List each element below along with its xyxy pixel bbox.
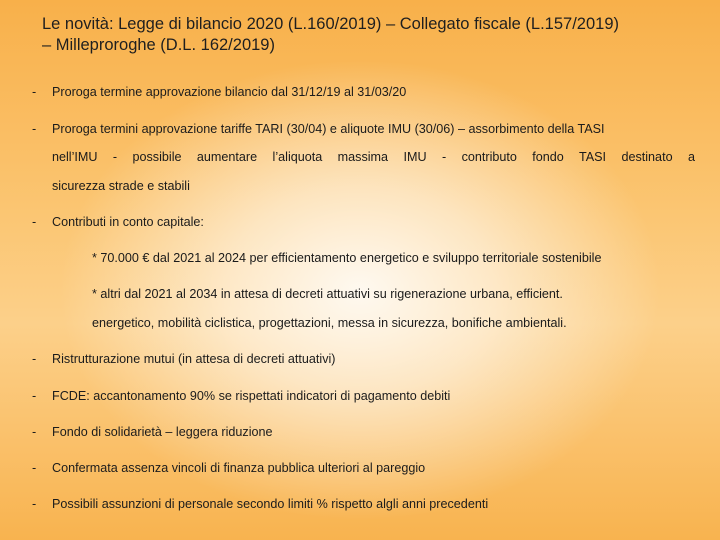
bullet-dash: - bbox=[32, 215, 37, 229]
bullet-dash: - bbox=[32, 461, 37, 475]
bullet-dash: - bbox=[32, 352, 37, 366]
bullet-text: Contributi in conto capitale: bbox=[52, 215, 204, 229]
slide-title-line-2: – Milleproroghe (D.L. 162/2019) bbox=[42, 36, 275, 54]
bullet-text: Possibili assunzioni di personale secondo limiti % rispetto algli anni precedenti bbox=[52, 497, 489, 511]
slide-title-line-1: Le novità: Legge di bilancio 2020 (L.160/2019) – Collegato fiscale (L.157/2019) bbox=[42, 15, 619, 33]
bullet-dash: - bbox=[32, 425, 37, 439]
bullet-proroga-bilancio bbox=[32, 85, 698, 100]
bullet-text-line-3: sicurezza strade e stabili bbox=[52, 179, 190, 193]
bullet-text-line-2: nell’IMU - possibile aumentare l’aliquota massima IMU - contributo fondo TASI destinato a bbox=[52, 150, 695, 164]
sub-item-altri-line-2: energetico, mobilità ciclistica, progettazioni, messa in sicurezza, bonifiche ambientali. bbox=[92, 316, 567, 330]
bullet-dash: - bbox=[32, 497, 37, 511]
slide-title bbox=[42, 14, 702, 56]
bullet-dash: - bbox=[32, 122, 37, 136]
bullet-proroga-tariffe bbox=[32, 122, 698, 137]
bullet-text: FCDE: accantonamento 90% se rispettati indicatori di pagamento debiti bbox=[52, 389, 451, 403]
bullet-text: Proroga termine approvazione bilancio dal 31/12/19 al 31/03/20 bbox=[52, 85, 407, 99]
bullet-dash: - bbox=[32, 389, 37, 403]
bullet-vincoli bbox=[32, 461, 698, 476]
bullet-text: Fondo di solidarietà – leggera riduzione bbox=[52, 425, 273, 439]
bullet-fondo-solidarieta bbox=[32, 425, 698, 440]
bullet-assunzioni bbox=[32, 497, 698, 512]
bullet-text: Ristrutturazione mutui (in attesa di decreti attuativi) bbox=[52, 352, 336, 366]
sub-item-altri-line-1: * altri dal 2021 al 2034 in attesa di decreti attuativi su rigenerazione urbana, efficient. bbox=[92, 287, 563, 301]
bullet-fcde bbox=[32, 389, 698, 404]
bullet-dash: - bbox=[32, 85, 37, 99]
bullet-text-line-1: Proroga termini approvazione tariffe TARI (30/04) e aliquote IMU (30/06) – assorbimento della TASI bbox=[52, 122, 605, 136]
bullet-text: Confermata assenza vincoli di finanza pubblica ulteriori al pareggio bbox=[52, 461, 426, 475]
bullet-ristrutturazione bbox=[32, 352, 698, 367]
sub-item-70000: * 70.000 € dal 2021 al 2024 per efficientamento energetico e sviluppo territoriale sostenibile bbox=[92, 251, 602, 265]
bullet-contributi bbox=[32, 215, 698, 230]
